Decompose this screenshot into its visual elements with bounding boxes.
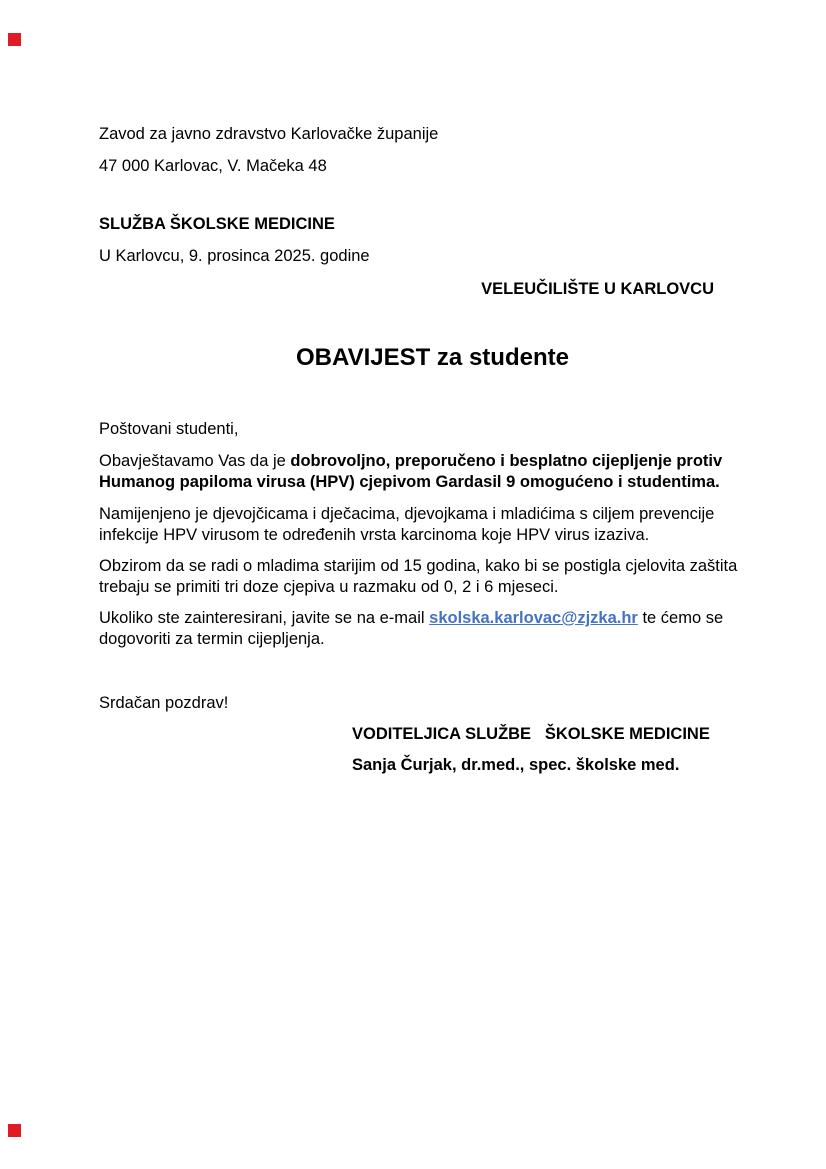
paragraph-target-group: Namijenjeno je djevojčicama i dječacima, djevojkama i mladićima s ciljem prevencije infekcije HPV virusom te određenih vrsta karcinoma koje HPV virus izaziva. (99, 505, 715, 544)
closing-regards: Srdačan pozdrav! (99, 694, 229, 712)
org-address: 47 000 Karlovac, V. Mačeka 48 (99, 157, 327, 175)
document-title: OBAVIJEST za studente (296, 344, 569, 371)
paragraph-contact (99, 608, 766, 650)
paragraph-vaccination-offer (99, 451, 766, 493)
salutation: Poštovani studenti, (99, 420, 239, 438)
paragraph-vaccination-offer-bold: dobrovoljno, preporučeno i besplatno cijepljenje protiv Humanog papiloma virusa (HPV) cjepivom Gardasil 9 omogućeno i studentima. (99, 452, 723, 491)
page-marker-bottom-icon (8, 1124, 21, 1137)
department-name: SLUŽBA ŠKOLSKE MEDICINE (99, 215, 335, 233)
page-marker-top-icon (8, 33, 21, 46)
signature-name: Sanja Čurjak, dr.med., spec. školske med. (352, 756, 680, 774)
paragraph-contact-before-link: Ukoliko ste zainteresirani, javite se na e-mail (99, 609, 430, 627)
place-date: U Karlovcu, 9. prosinca 2025. godine (99, 247, 370, 265)
paragraph-dosage: Obzirom da se radi o mladima starijim od 15 godina, kako bi se postigla cjelovita zaštita trebaju se primiti tri doze cjepiva u razmaku od 0, 2 i 6 mjeseci. (99, 557, 738, 596)
signature-title: VODITELJICA SLUŽBE ŠKOLSKE MEDICINE (352, 725, 710, 743)
paragraph-contact-after-link: te ćemo se dogovoriti za termin cijepljenja. (99, 609, 724, 648)
recipient-name: VELEUČILIŠTE U KARLOVCU (481, 280, 714, 298)
paragraph-vaccination-offer-normal: Obavještavamo Vas da je (99, 452, 291, 470)
email-link[interactable]: skolska.karlovac@zjzka.hr (429, 609, 638, 627)
org-name: Zavod za javno zdravstvo Karlovačke županije (99, 125, 439, 143)
